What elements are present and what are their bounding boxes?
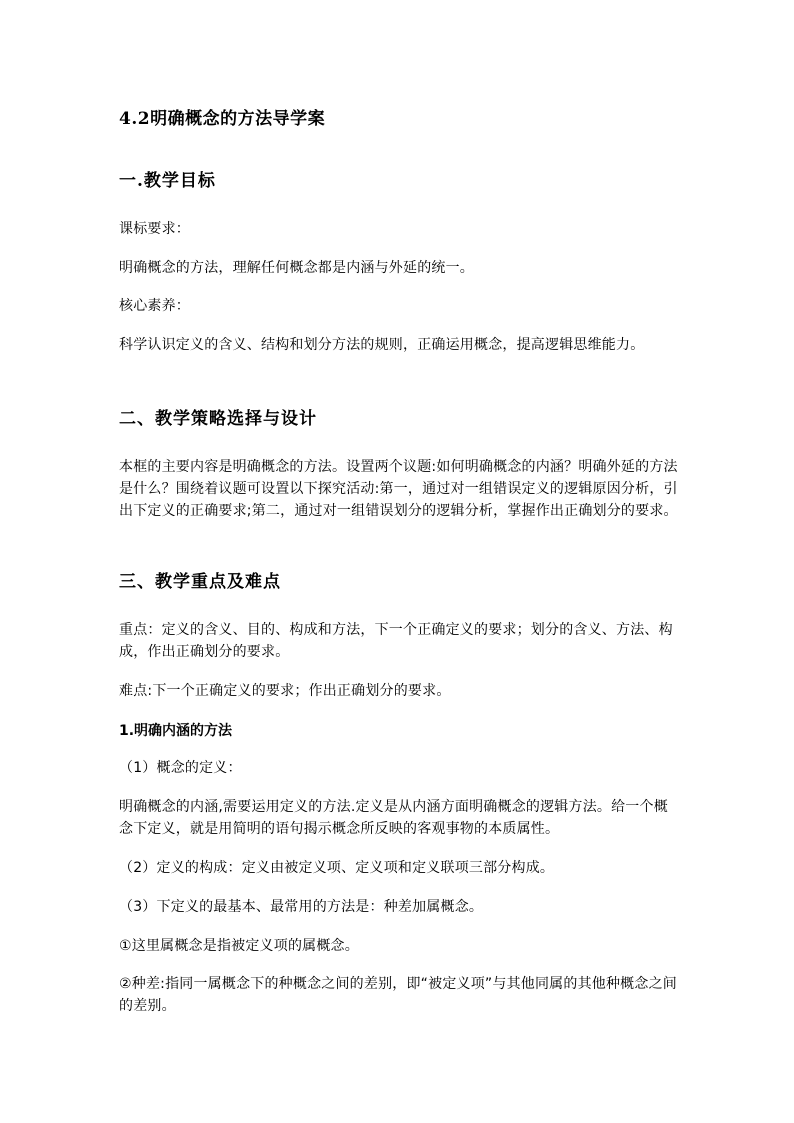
item-structure-text: （2）定义的构成：定义由被定义项、定义项和定义联项三部分构成。 [119,860,555,876]
section-heading-strategy: 二、教学策略选择与设计 [119,409,317,429]
key-point-text: 重点：定义的含义、目的、构成和方法，下一个正确定义的要求；划分的含义、方法、构成，作出正确划分的要求。 [119,622,673,660]
curriculum-text: 明确概念的方法，理解任何概念都是内涵与外延的统一。 [119,260,474,276]
item-definition-label: （1）概念的定义： [119,760,242,776]
core-literacy-label: 核心素养： [119,298,190,314]
curriculum-label: 课标要求： [119,221,190,237]
circle-item-1: ①这里属概念是指被定义项的属概念。 [119,938,359,954]
section-heading-key-points: 三、教学重点及难点 [119,572,281,592]
item-definition-text: 明确概念的内涵,需要运用定义的方法.定义是从内涵方面明确概念的逻辑方法。给一个概念下定义，就是用简明的语句揭示概念所反映的客观事物的本质属性。 [119,799,668,837]
core-literacy-text: 科学认识定义的含义、结构和划分方法的规则，正确运用概念，提高逻辑思维能力。 [119,337,645,353]
item-method-text: （3）下定义的最基本、最常用的方法是：种差加属概念。 [119,899,484,915]
strategy-text: 本框的主要内容是明确概念的方法。设置两个议题:如何明确概念的内涵？明确外延的方法是什么？围绕着议题可设置以下探究活动:第一，通过对一组错误定义的逻辑原因分析，引出下定义的正确要求;第二，通过对一组错误划分的逻辑分析，掌握作出正确划分的要求。 [119,459,678,519]
document-title: 4.2明确概念的方法导学案 [119,109,326,129]
sub-heading-connotation: 1.明确内涵的方法 [119,723,233,739]
circle-item-2: ②种差:指同一属概念下的种概念之间的差别，即“被定义项”与其他同属的其他种概念之间的差别。 [119,976,677,1014]
section-heading-goals: 一.教学目标 [119,171,216,191]
difficulty-text: 难点:下一个正确定义的要求；作出正确划分的要求。 [119,683,451,699]
